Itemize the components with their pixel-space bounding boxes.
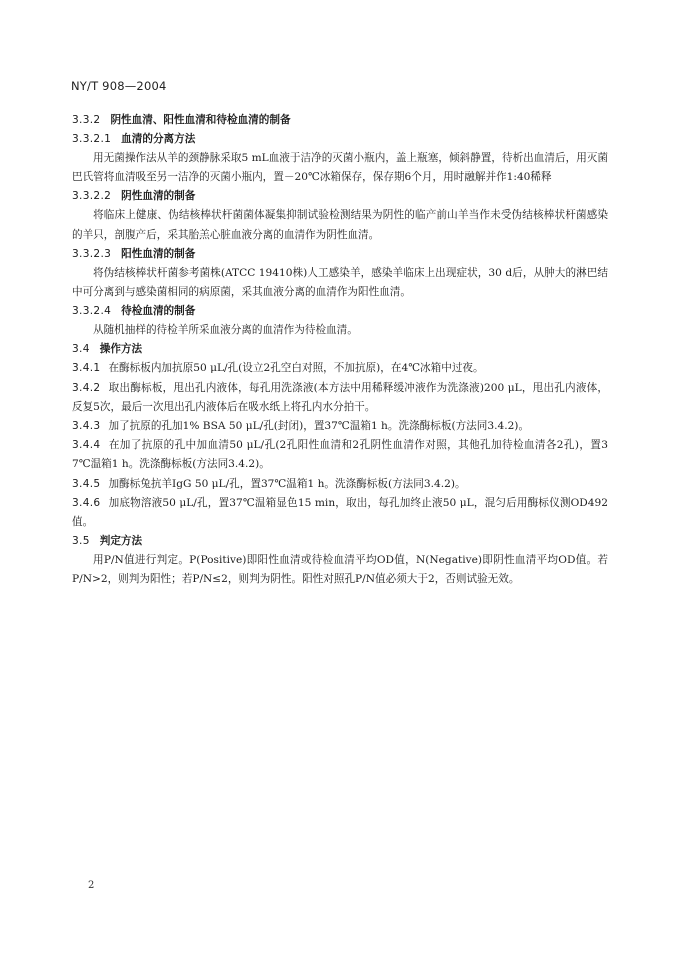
section-title: 待检血清的制备 bbox=[121, 305, 196, 318]
section-title: 操作方法 bbox=[99, 343, 143, 356]
section-title: 阴性血清的制备 bbox=[121, 190, 196, 203]
heading-3-3-2-4 bbox=[72, 302, 608, 321]
item-text: 取出酶标板，甩出孔内液体，每孔用洗涤液(本方法中用稀释缓冲液作为洗涤液)200 μL，甩出孔内液体，反复5次，最后一次甩出孔内液体后在吸水纸上将孔内水分拍干。 bbox=[72, 381, 608, 413]
section-number: 3.4 bbox=[72, 343, 90, 356]
item-text: 在加了抗原的孔中加血清50 μL/孔(2孔阳性血清和2孔阴性血清作对照，其他孔加待检血清各2孔)，置37℃温箱1 h。洗涤酶标板(方法同3.4.2)。 bbox=[72, 439, 608, 471]
section-title: 血清的分离方法 bbox=[121, 133, 196, 145]
item-text: 加了抗原的孔加1% BSA 50 μL/孔(封闭)，置37℃温箱1 h。洗涤酶标板(方法同3.4.2)。 bbox=[108, 420, 530, 433]
section-number: 3.3.2 bbox=[72, 114, 101, 126]
page-number: 2 bbox=[88, 880, 95, 891]
section-number: 3.3.2.1 bbox=[72, 133, 112, 145]
item-text: 加底物溶液50 μL/孔，置37℃温箱显色15 min，取出，每孔加终止液50 μL，混匀后用酶标仪测OD492值。 bbox=[72, 496, 608, 529]
paragraph-negative-serum: 将临床上健康、伪结核棒状杆菌菌体凝集抑制试验检测结果为阴性的临产前山羊当作未受伪结核棒状杆菌感染的羊只，剖腹产后，采其胎羔心脏血液分离的血清作为阴性血清。 bbox=[72, 209, 608, 241]
item-number: 3.4.1 bbox=[72, 362, 101, 375]
section-number: 3.3.2.4 bbox=[72, 305, 112, 318]
procedure-item-3-4-5 bbox=[72, 475, 608, 494]
paragraph-judgement: 用P/N值进行判定。P(Positive)即阳性血清或待检血清平均OD值，N(Negative)即阴性血清平均OD值。若P/N>2，则判为阳性；若P/N≤2，则判为阴性。阳性对照孔P/N值必须大于2，否则试验无效。 bbox=[72, 554, 608, 586]
document-body bbox=[72, 111, 608, 590]
procedure-item-3-4-2 bbox=[72, 379, 608, 417]
item-number: 3.4.5 bbox=[72, 477, 101, 490]
procedure-item-3-4-3 bbox=[72, 417, 608, 436]
paragraph-positive-serum: 将伪结核棒状杆菌参考菌株(ATCC 19410株)人工感染羊，感染羊临床上出现症状，30 d后，从肿大的淋巴结中可分离到与感染菌相同的病原菌，采其血液分离的血清作为阳性血清。 bbox=[72, 266, 608, 299]
item-text: 在酶标板内加抗原50 μL/孔(设立2孔空白对照，不加抗原)，在4℃冰箱中过夜。 bbox=[108, 362, 484, 375]
item-text: 加酶标兔抗羊IgG 50 μL/孔，置37℃温箱1 h。洗涤酶标板(方法同3.4.2)。 bbox=[108, 477, 466, 490]
heading-3-3-2-2 bbox=[72, 187, 608, 206]
heading-3-3-2-3 bbox=[72, 245, 608, 264]
section-number: 3.3.2.2 bbox=[72, 190, 112, 203]
section-title: 判定方法 bbox=[99, 535, 143, 548]
procedure-item-3-4-6 bbox=[72, 494, 608, 532]
procedure-item-3-4-1 bbox=[72, 359, 608, 378]
heading-3-4 bbox=[72, 340, 608, 359]
heading-3-5 bbox=[72, 532, 608, 551]
item-number: 3.4.2 bbox=[72, 381, 101, 394]
heading-3-3-2 bbox=[72, 111, 608, 130]
heading-3-3-2-1 bbox=[72, 130, 608, 149]
item-number: 3.4.4 bbox=[72, 439, 101, 452]
procedure-item-3-4-4 bbox=[72, 436, 608, 474]
item-number: 3.4.6 bbox=[72, 496, 101, 509]
section-title: 阴性血清、阳性血清和待检血清的制备 bbox=[110, 114, 291, 126]
section-number: 3.3.2.3 bbox=[72, 247, 112, 260]
item-number: 3.4.3 bbox=[72, 420, 101, 433]
paragraph-test-serum: 从随机抽样的待检羊所采血液分离的血清作为待检血清。 bbox=[93, 324, 358, 337]
section-title: 阳性血清的制备 bbox=[121, 247, 196, 260]
section-number: 3.5 bbox=[72, 535, 90, 548]
standard-code-header: NY/T 908—2004 bbox=[71, 79, 167, 93]
paragraph-serum-separation: 用无菌操作法从羊的颈静脉采取5 mL血液于洁净的灭菌小瓶内，盖上瓶塞，倾斜静置，待析出血清后，用灭菌巴氏管将血清吸至另一洁净的灭菌小瓶内，置－20℃冰箱保存，保存期6个月，用时融解并作1:40稀释 bbox=[72, 152, 608, 184]
